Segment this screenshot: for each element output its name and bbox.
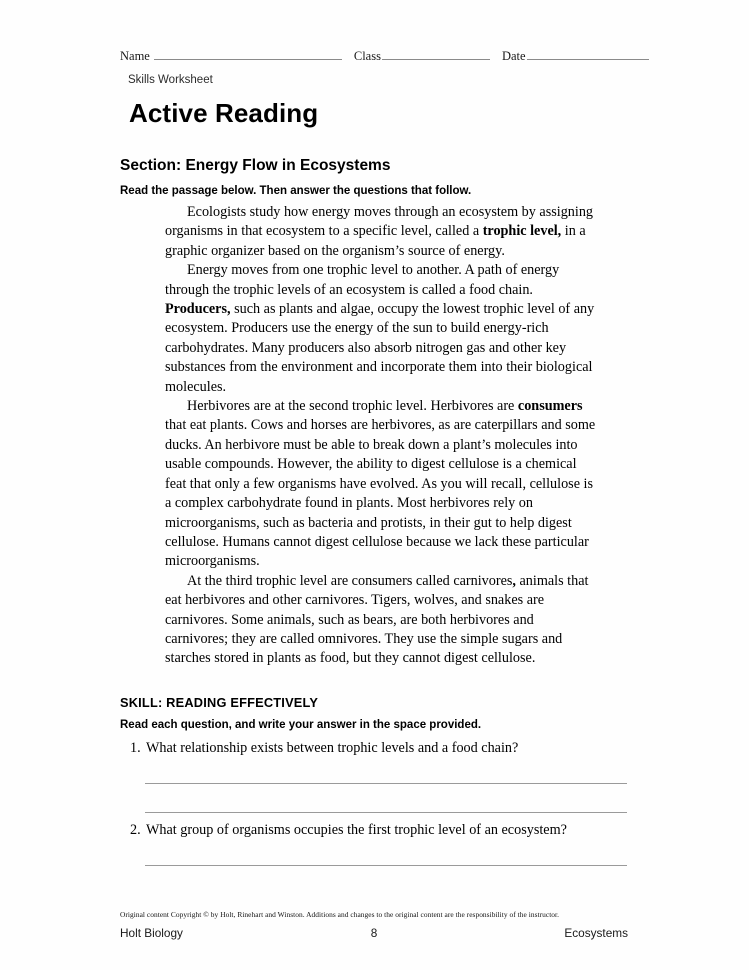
passage-p4-part-b: animals that eat herbivores and other carnivores. Tigers, wolves, and snakes are carnivores. Some animals, such as bears, are both herbivores and carnivores; they are called omnivores. They use the simple sugars and starches stored in plants as food, but they cannot digest cellulose. [165, 572, 589, 667]
passage-p2-bold-term: Producers, [165, 301, 231, 318]
passage-paragraph-2 [165, 261, 597, 397]
footer-unit-title: Ecosystems [564, 926, 628, 940]
passage-p3-part-b: that eat plants. Cows and horses are herbivores, as are caterpillars and some ducks. An herbivore must be able to break down a plant’s molecules into usable compounds. However, the ability to digest cellulose is a chemical feat that only a few organisms have evolved. As you will recall, cellulose is a complex carbohydrate found in plants. Most herbivores rely on microorganisms, such as bacteria and protists, in their gut to help digest cellulose. Humans cannot digest cellulose because we lack these particular microorganisms. [165, 417, 596, 570]
passage-p1-bold-term: trophic level, [482, 223, 562, 240]
question-item [130, 739, 630, 757]
passage-p1-part-b: in a graphic organizer based on the organism’s source of energy. [165, 223, 586, 259]
class-label: Class [353, 49, 381, 63]
class-input-line[interactable] [382, 48, 490, 60]
section-heading: Section: Energy Flow in Ecosystems [120, 157, 391, 174]
answer-line[interactable] [145, 812, 627, 813]
passage-p4-part-a: At the third trophic level are consumers called carnivores [187, 572, 513, 589]
question-item [130, 821, 630, 839]
footer-page-number: 8 [370, 926, 378, 940]
skill-instruction: Read each question, and write your answer in the space provided. [120, 719, 482, 731]
copyright-notice: Original content Copyright © by Holt, Rinehart and Winston. Additions and changes to the original content are the responsibility of the instructor. [120, 910, 560, 919]
question-number: 2. [130, 822, 141, 838]
passage-paragraph-3 [165, 397, 597, 572]
answer-line[interactable] [145, 783, 627, 784]
passage-p3-part-a: Herbivores are at the second trophic level. Herbivores are [187, 398, 518, 415]
question-text: What relationship exists between trophic levels and a food chain? [146, 740, 519, 756]
student-info-row [120, 48, 628, 64]
passage-paragraph-4 [165, 572, 597, 669]
skill-heading: SKILL: READING EFFECTIVELY [120, 695, 319, 710]
passage-p4-bold-comma: , [512, 572, 516, 589]
date-input-line[interactable] [527, 48, 649, 60]
date-label: Date [501, 49, 526, 63]
passage-p2-part-a: Energy moves from one trophic level to another. A path of energy through the trophic levels of an ecosystem is called a food chain. [165, 262, 560, 298]
passage-instruction: Read the passage below. Then answer the questions that follow. [120, 185, 472, 197]
footer-book-title: Holt Biology [120, 926, 183, 940]
passage-body [165, 203, 597, 669]
passage-p3-bold-term: consumers [517, 398, 583, 415]
passage-p1-part-a: Ecologists study how energy moves through an ecosystem by assigning organisms in that ecosystem to a specific level, called a [165, 204, 594, 240]
name-input-line[interactable] [154, 48, 342, 60]
page-title: Active Reading [129, 98, 319, 128]
page-footer [120, 926, 628, 940]
answer-line[interactable] [145, 865, 627, 866]
passage-p2-part-b: such as plants and algae, occupy the lowest trophic level of any ecosystem. Producers use the energy of the sun to build energy-rich carbohydrates. Many producers also absorb nitrogen gas and other key substances from the environment and incorporate them into their biological molecules. [165, 301, 595, 395]
question-number: 1. [130, 740, 141, 756]
name-label: Name [120, 49, 150, 63]
question-text: What group of organisms occupies the first trophic level of an ecosystem? [146, 822, 567, 838]
worksheet-kicker: Skills Worksheet [128, 74, 213, 86]
passage-paragraph-1 [165, 203, 597, 261]
